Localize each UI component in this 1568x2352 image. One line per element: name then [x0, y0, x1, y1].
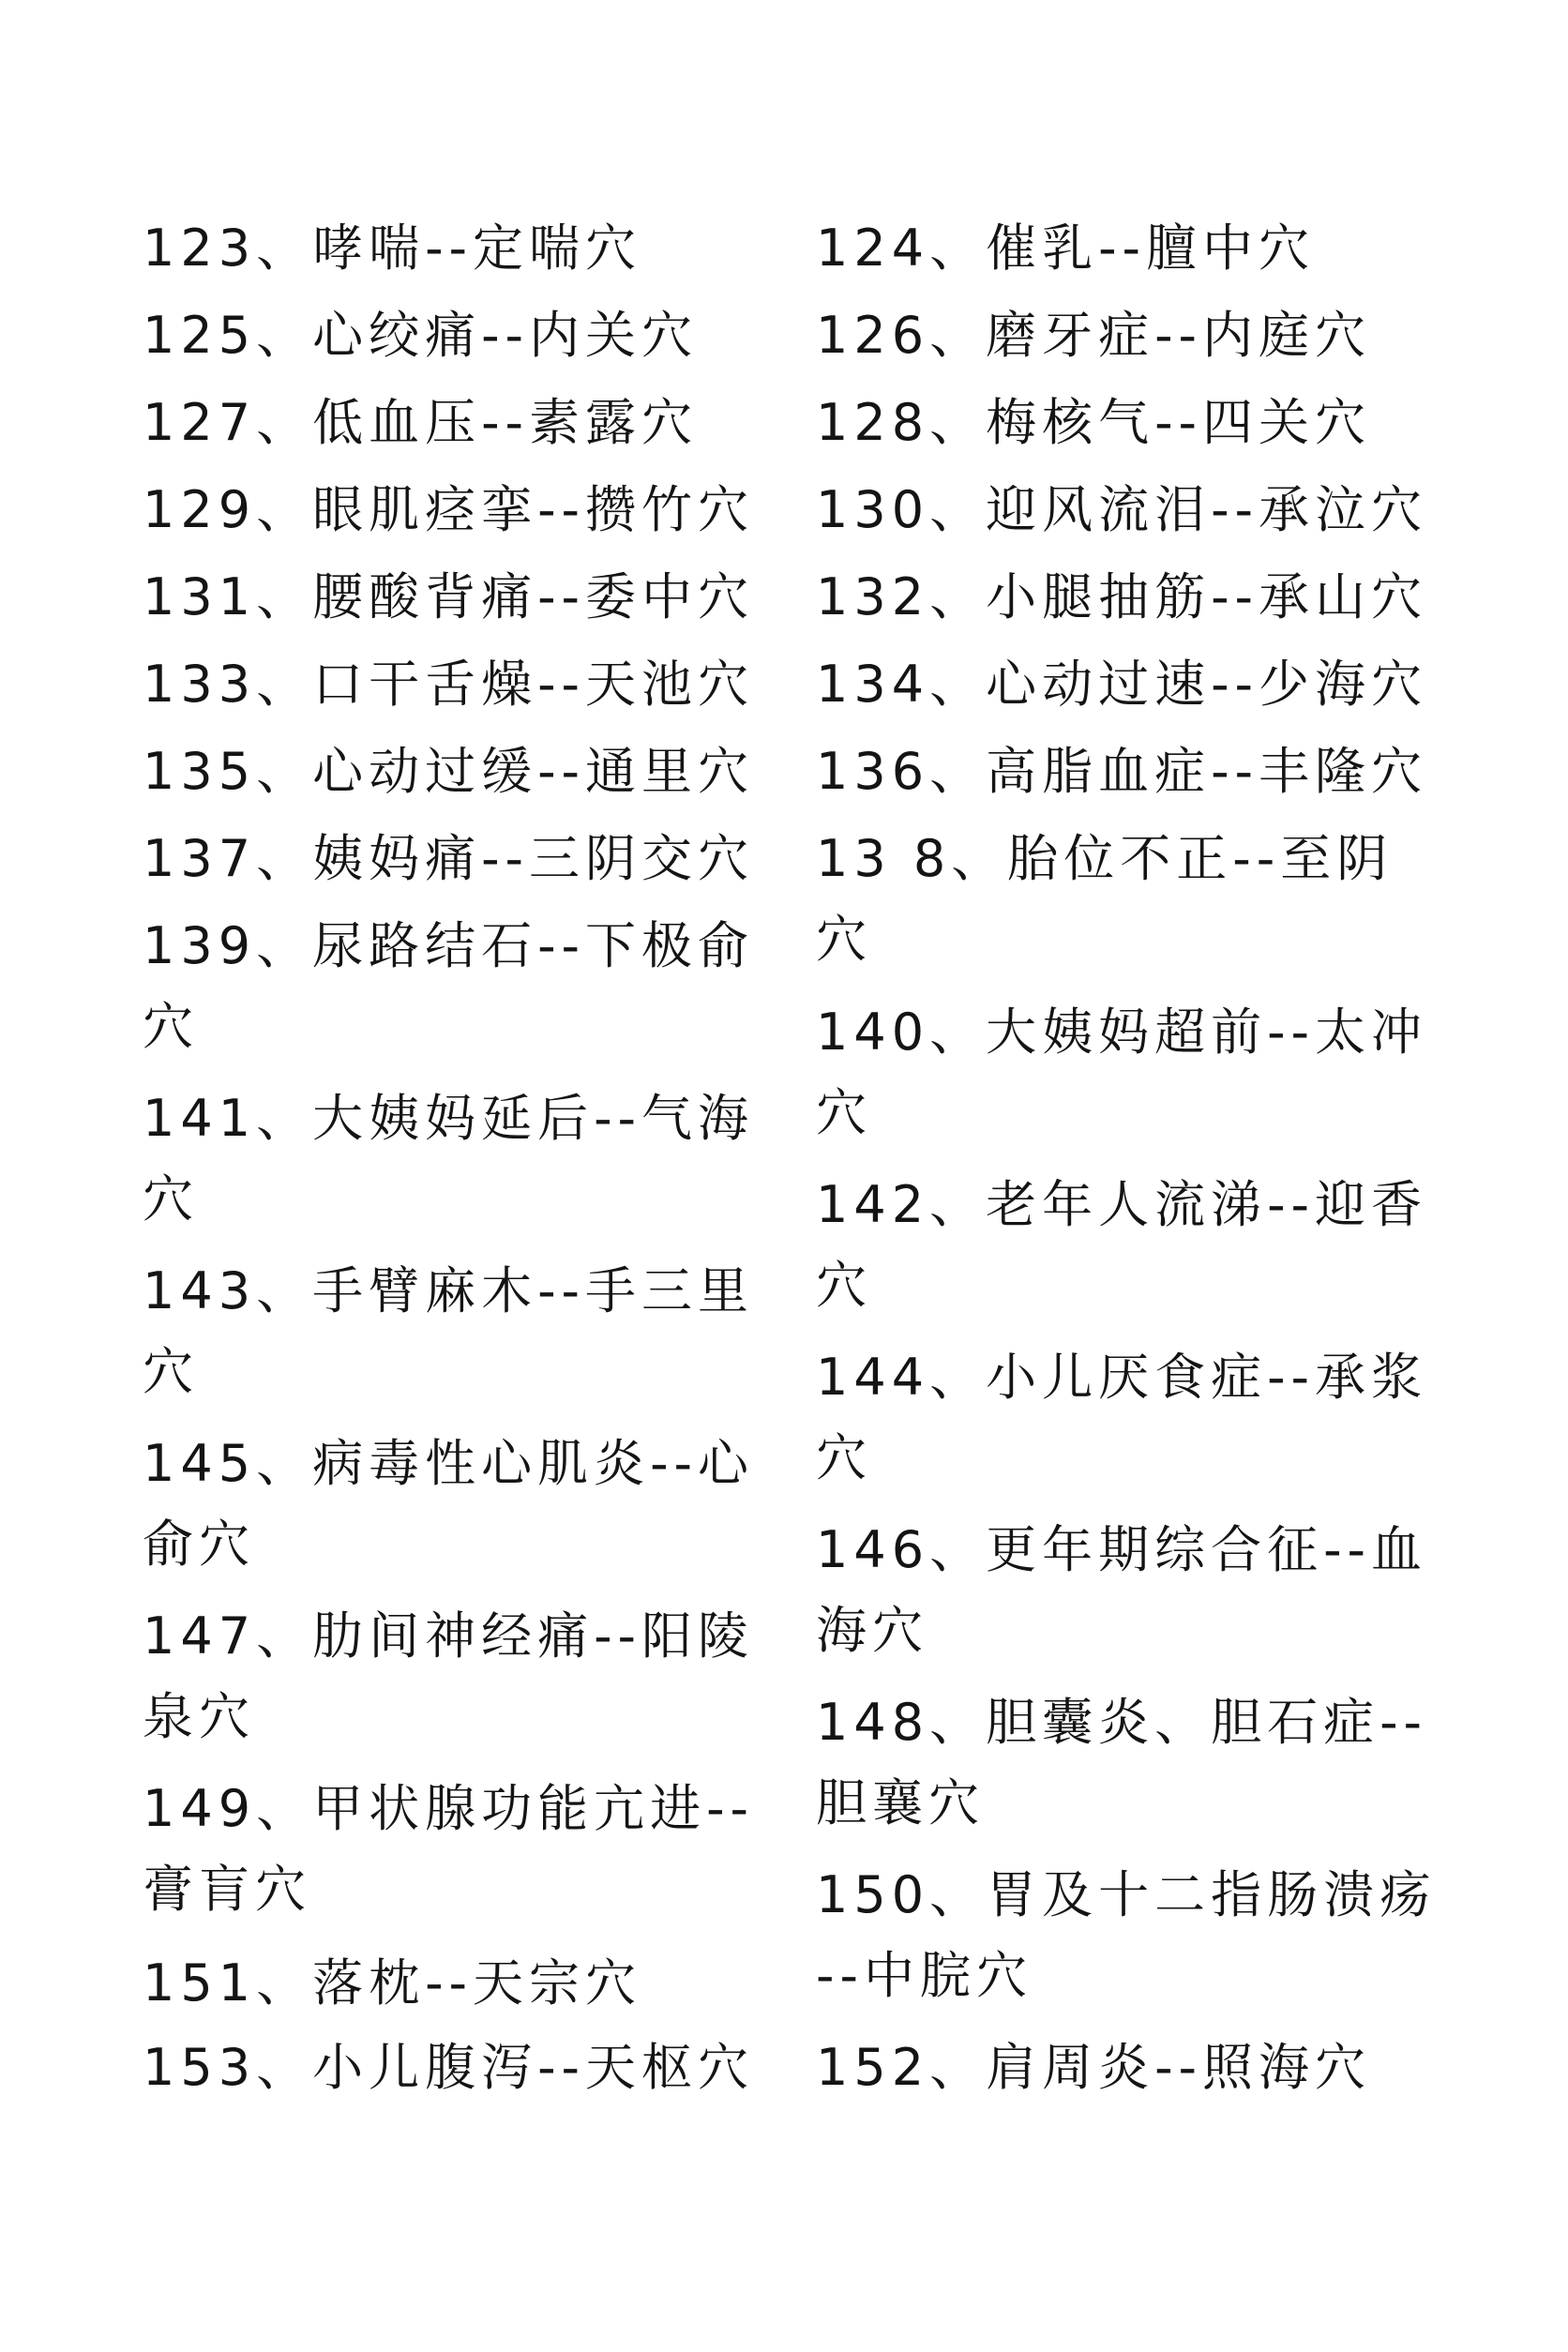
list-item	[816, 1855, 1472, 2016]
entry-line: 149、甲状腺功能亢进--	[143, 1779, 755, 1838]
list-item	[816, 731, 1472, 812]
entry-line: 132、小腿抽筋--承山穴	[816, 567, 1428, 626]
entry-line: 124、催乳--膻中穴	[816, 219, 1316, 278]
entry-line: 137、姨妈痛--三阴交穴	[143, 829, 755, 888]
list-item	[143, 470, 799, 550]
entry-line: 130、迎风流泪--承泣穴	[816, 480, 1428, 539]
list-item	[816, 2028, 1472, 2108]
entry-line: 153、小儿腹泻--天枢穴	[143, 2038, 755, 2097]
entry-line-continued: 穴	[816, 1256, 872, 1315]
entry-line: 123、哮喘--定喘穴	[143, 219, 642, 278]
entry-line-continued: --中脘穴	[816, 1946, 1033, 2005]
list-item	[816, 470, 1472, 550]
entry-line: 148、胆囊炎、胆石症--	[816, 1693, 1428, 1752]
entry-line: 133、口干舌燥--天池穴	[143, 655, 755, 714]
entry-line: 131、腰酸背痛--委中穴	[143, 567, 755, 626]
entry-line-continued: 泉穴	[143, 1687, 255, 1746]
list-item	[816, 1337, 1472, 1499]
entry-line: 152、肩周炎--照海穴	[816, 2038, 1372, 2097]
list-item	[816, 1682, 1472, 1844]
entry-line: 144、小儿厌食症--承浆	[816, 1348, 1428, 1407]
list-item	[143, 1596, 799, 1757]
entry-line-continued: 穴	[816, 1428, 872, 1487]
entry-line: 126、磨牙症--内庭穴	[816, 306, 1372, 365]
list-item	[816, 644, 1472, 725]
list-item	[816, 383, 1472, 463]
list-item	[816, 557, 1472, 638]
entry-line: 140、大姨妈超前--太冲	[816, 1003, 1428, 1062]
entry-line: 146、更年期综合征--血	[816, 1520, 1428, 1579]
list-item	[143, 819, 799, 899]
list-item	[816, 208, 1472, 289]
list-item	[143, 1943, 799, 2024]
list-item	[143, 1078, 799, 1240]
list-item	[143, 1769, 799, 1930]
list-item	[143, 208, 799, 289]
entry-line: 151、落枕--天宗穴	[143, 1953, 642, 2013]
entry-line: 142、老年人流涕--迎香	[816, 1175, 1428, 1234]
entry-line: 147、肋间神经痛--阳陵	[143, 1606, 755, 1666]
entry-line: 128、梅核气--四关穴	[816, 393, 1372, 452]
list-item	[143, 383, 799, 463]
list-item	[143, 295, 799, 376]
entry-line-continued: 穴	[143, 997, 199, 1056]
entry-line: 150、胃及十二指肠溃疡	[816, 1865, 1437, 1924]
list-item	[816, 819, 1472, 980]
list-item	[143, 906, 799, 1067]
list-item	[143, 1424, 799, 1585]
entry-line: 125、心绞痛--内关穴	[143, 306, 699, 365]
entry-line: 135、心动过缓--通里穴	[143, 742, 755, 801]
list-item	[816, 1510, 1472, 1671]
list-item	[816, 992, 1472, 1153]
list-item	[143, 644, 799, 725]
entry-line: 145、病毒性心肌炎--心	[143, 1434, 755, 1493]
entry-line-continued: 穴	[143, 1342, 199, 1401]
entry-line: 141、大姨妈延后--气海	[143, 1089, 755, 1148]
entry-line-continued: 俞穴	[143, 1515, 255, 1574]
entry-line: 143、手臂麻木--手三里	[143, 1261, 755, 1320]
entry-line-continued: 穴	[816, 1083, 872, 1142]
entry-line: 136、高脂血症--丰隆穴	[816, 742, 1428, 801]
list-item	[143, 2028, 799, 2108]
list-item	[143, 1251, 799, 1412]
list-item	[816, 1165, 1472, 1326]
list-item	[143, 731, 799, 812]
entry-line-continued: 胆襄穴	[816, 1773, 985, 1832]
entry-line: 129、眼肌痉挛--攒竹穴	[143, 480, 755, 539]
entry-line: 127、低血压--素露穴	[143, 393, 699, 452]
entry-line-continued: 穴	[143, 1169, 199, 1229]
list-item	[143, 557, 799, 638]
entry-line: 13 8、胎位不正--至阴	[816, 829, 1394, 888]
entry-line-continued: 膏肓穴	[143, 1860, 311, 1919]
entry-line: 134、心动过速--少海穴	[816, 655, 1428, 714]
entry-line-continued: 穴	[816, 910, 872, 969]
entry-line-continued: 海穴	[816, 1601, 928, 1660]
list-item	[816, 295, 1472, 376]
entry-line: 139、尿路结石--下极俞	[143, 916, 755, 975]
